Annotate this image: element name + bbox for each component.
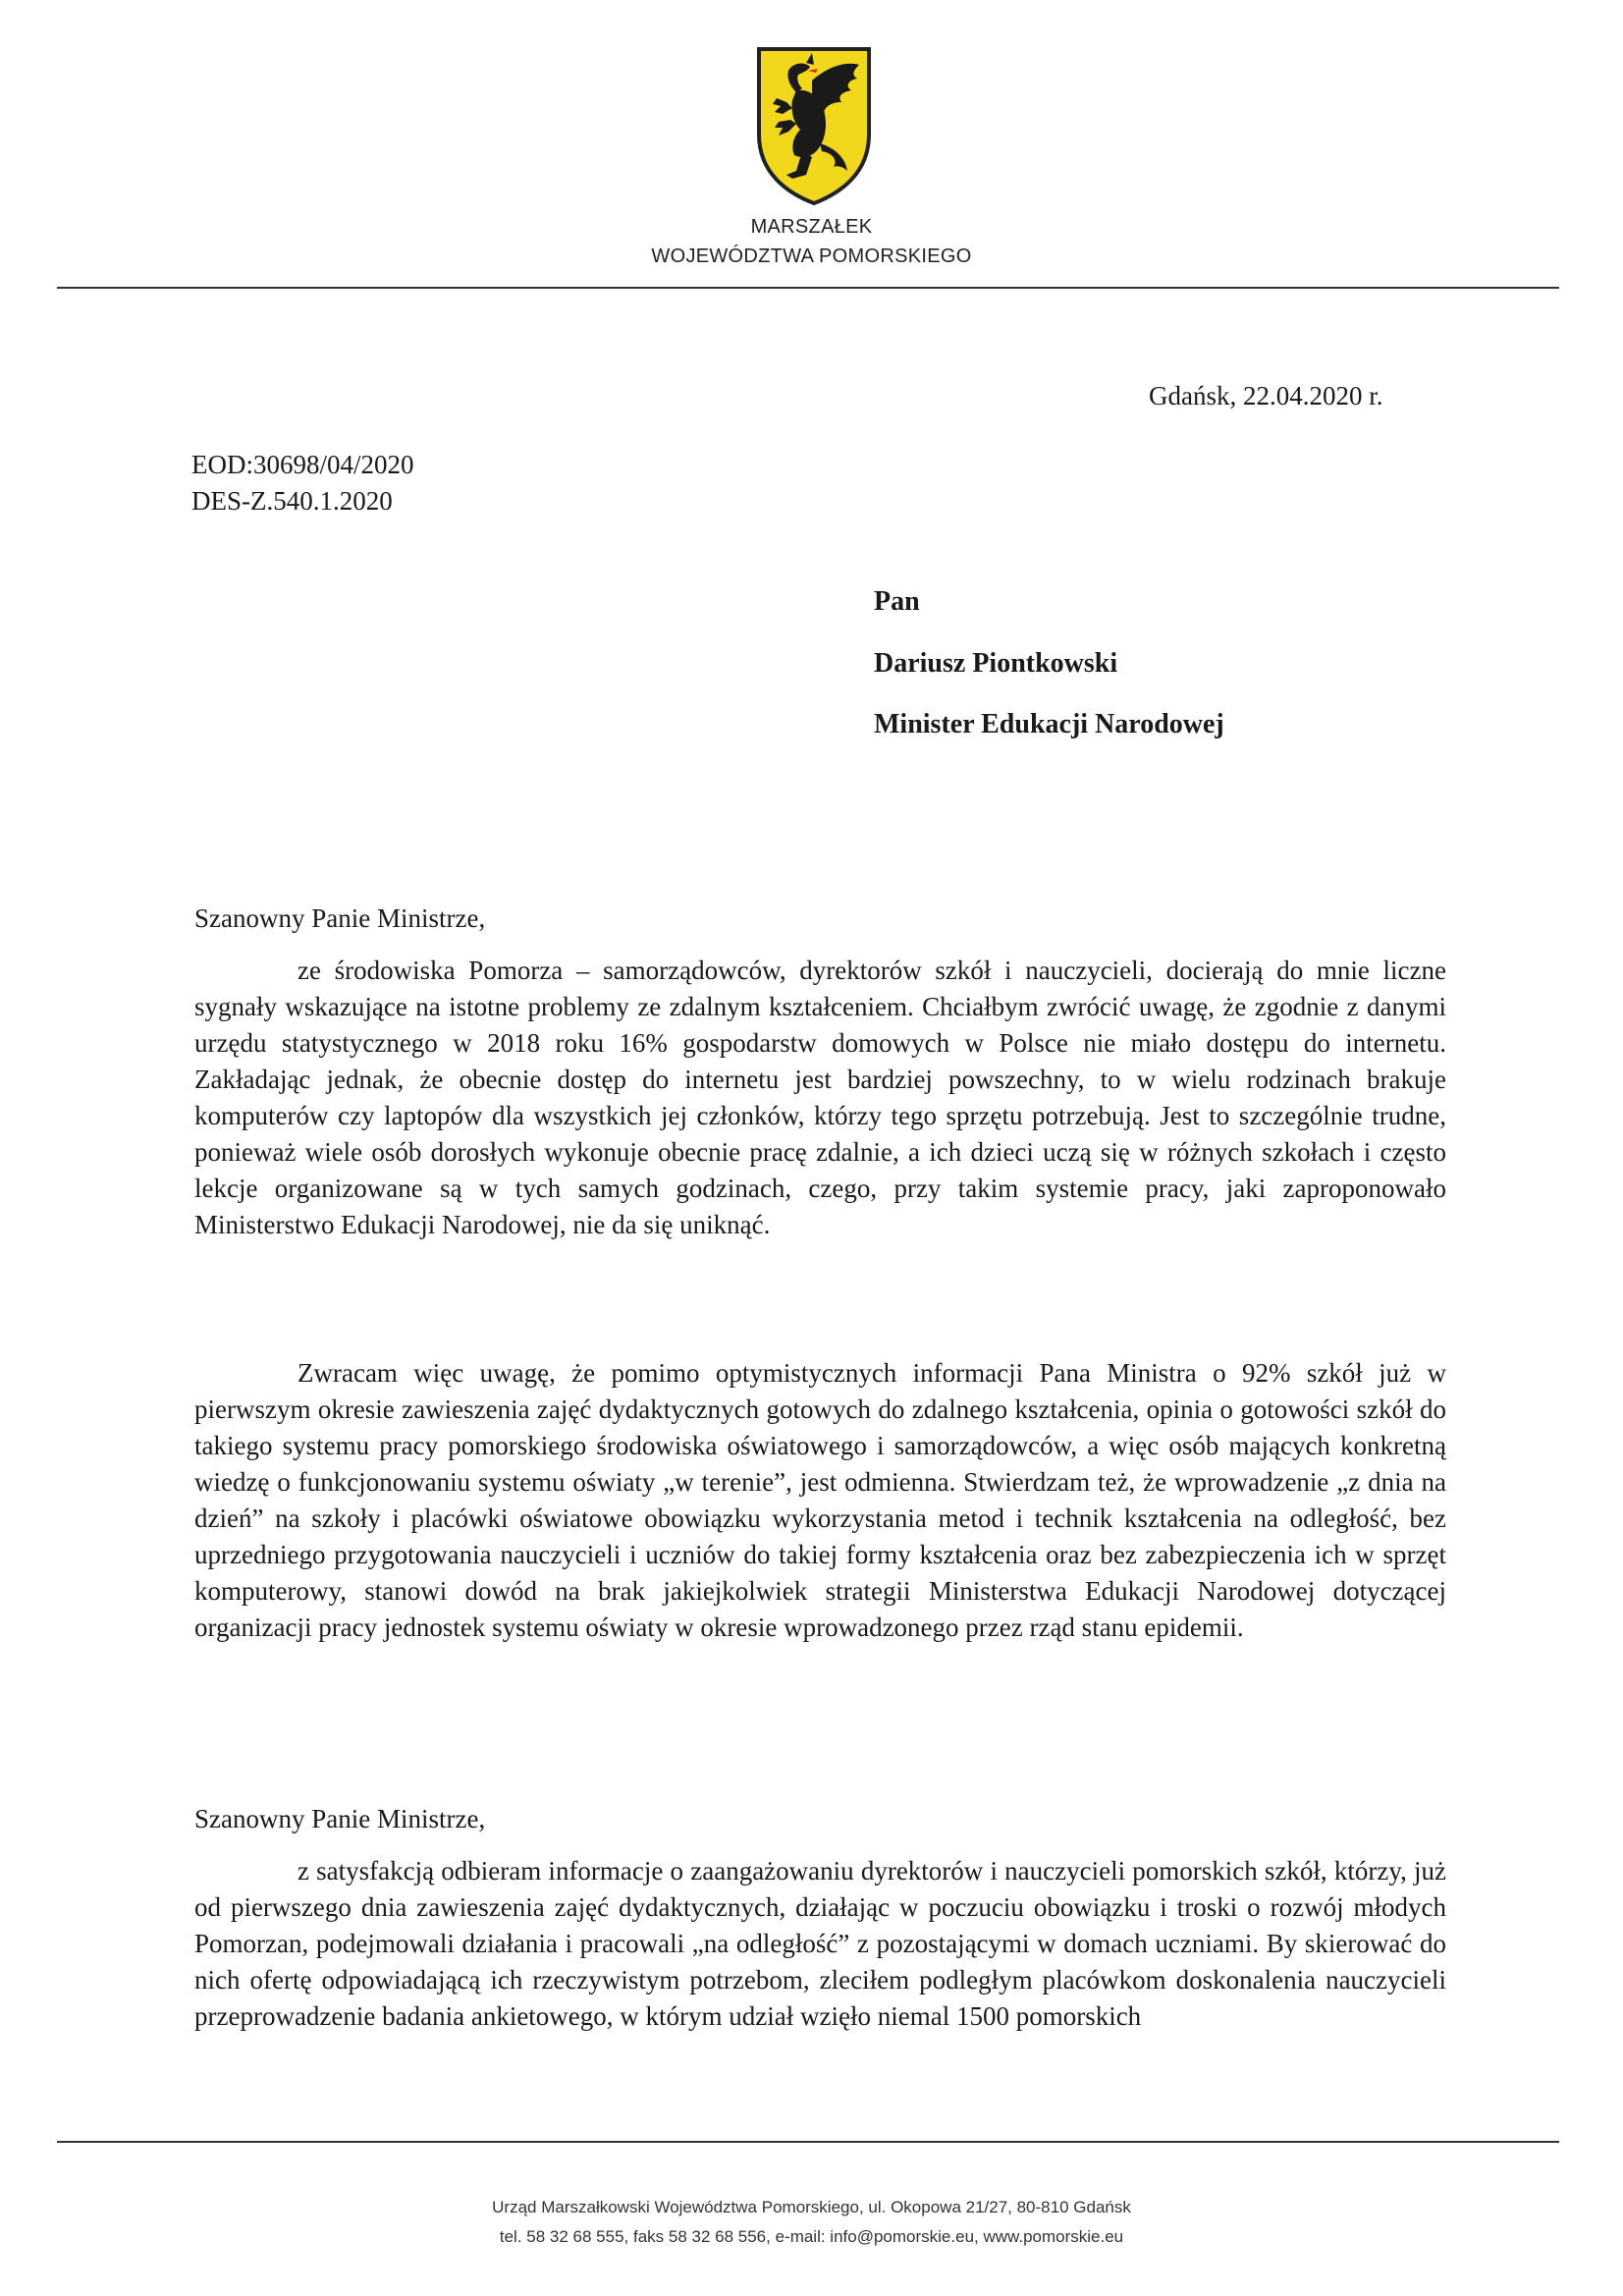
- place-and-date: Gdańsk, 22.04.2020 r.: [1149, 381, 1383, 410]
- body-paragraph-3: z satysfakcją odbieram informacje o zaangażowaniu dyrektorów i nauczycieli pomorskich szkół, którzy, już od pierwszego dnia zawieszenia zajęć dydaktycznych, działając w poczuciu obowiązku i troski o rozwój młodych Pomorzan, podejmowali działania i pracowali „na odległość” z pozostającymi w domach uczniami. By skierować do nich ofertę odpowiadającą ich rzeczywistym potrzebom, zleciłem podległym placówkom doskonalenia nauczycieli przeprowadzenie badania ankietowego, w którym udział wzięło niemal 1500 pomorskich: [194, 1856, 1446, 2031]
- body-paragraph-2: Zwracam więc uwagę, że pomimo optymistycznych informacji Pana Ministra o 92% szkół już w pierwszym okresie zawieszenia zajęć dydaktycznych gotowych do zdalnego kształcenia, opinia o gotowości szkół do takiego systemu pracy pomorskiego środowiska oświatowego i samorządowców, a więc osób mających konkretną wiedzę o funkcjonowaniu systemu oświaty „w terenie”, jest odmienna. Stwierdzam też, że wprowadzenie „z dnia na dzień” na szkoły i placówki oświatowe obowiązku wykorzystania metod i technik kształcenia na odległość, bez uprzedniego przygotowania nauczycieli i uczniów do takiej formy kształcenia oraz bez zabezpieczenia ich w sprzęt komputerowy, stanowi dowód na brak jakiejkolwiek strategii Ministerstwa Edukacji Narodowej dotyczącej organizacji pracy jednostek systemu oświaty w okresie wprowadzonego przez rząd stanu epidemii.: [194, 1358, 1446, 1642]
- footer-divider: [57, 2141, 1559, 2143]
- griffin-coat-of-arms-icon: [751, 41, 877, 208]
- header-divider: [57, 287, 1559, 289]
- office-title-line2: WOJEWÓDZTWA POMORSKIEGO: [651, 246, 972, 267]
- salutation: Szanowny Panie Ministrze,: [194, 903, 486, 933]
- salutation-2: Szanowny Panie Ministrze,: [194, 1804, 486, 1833]
- office-title-line1: MARSZAŁEK: [750, 216, 873, 238]
- recipient-position: Minister Edukacji Narodowej: [874, 709, 1224, 739]
- recipient-title: Pan: [874, 586, 920, 617]
- body-paragraph-1: ze środowiska Pomorza – samorządowców, dyrektorów szkół i nauczycieli, docierają do mnie liczne sygnały wskazujące na istotne problemy ze zdalnym kształceniem. Chciałbym zwrócić uwagę, że zgodnie z danymi urzędu statystycznego w 2018 roku 16% gospodarstw domowych w Polsce nie miało dostępu do internetu. Zakładając jednak, że obecnie dostęp do internetu jest bardziej powszechny, to w wielu rodzinach brakuje komputerów czy laptopów dla wszystkich jej członków, którzy tego sprzętu potrzebują. Jest to szczególnie trudne, ponieważ wiele osób dorosłych wykonuje obecnie pracę zdalnie, a ich dzieci uczą się w różnych szkołach i często lekcje organizowane są w tych samych godzinach, czego, przy takim systemie pracy, jaki zaproponowało Ministerstwo Edukacji Narodowej, nie da się uniknąć.: [194, 956, 1446, 1239]
- reference-number-case: DES-Z.540.1.2020: [191, 486, 393, 516]
- recipient-name: Dariusz Piontkowski: [874, 648, 1118, 679]
- footer-address: Urząd Marszałkowski Województwa Pomorskiego, ul. Okopowa 21/27, 80-810 Gdańsk: [492, 2198, 1131, 2216]
- reference-number-eod: EOD:30698/04/2020: [191, 450, 414, 479]
- footer-contact: tel. 58 32 68 555, faks 58 32 68 556, e-mail: info@pomorskie.eu, www.pomorskie.eu: [499, 2227, 1124, 2246]
